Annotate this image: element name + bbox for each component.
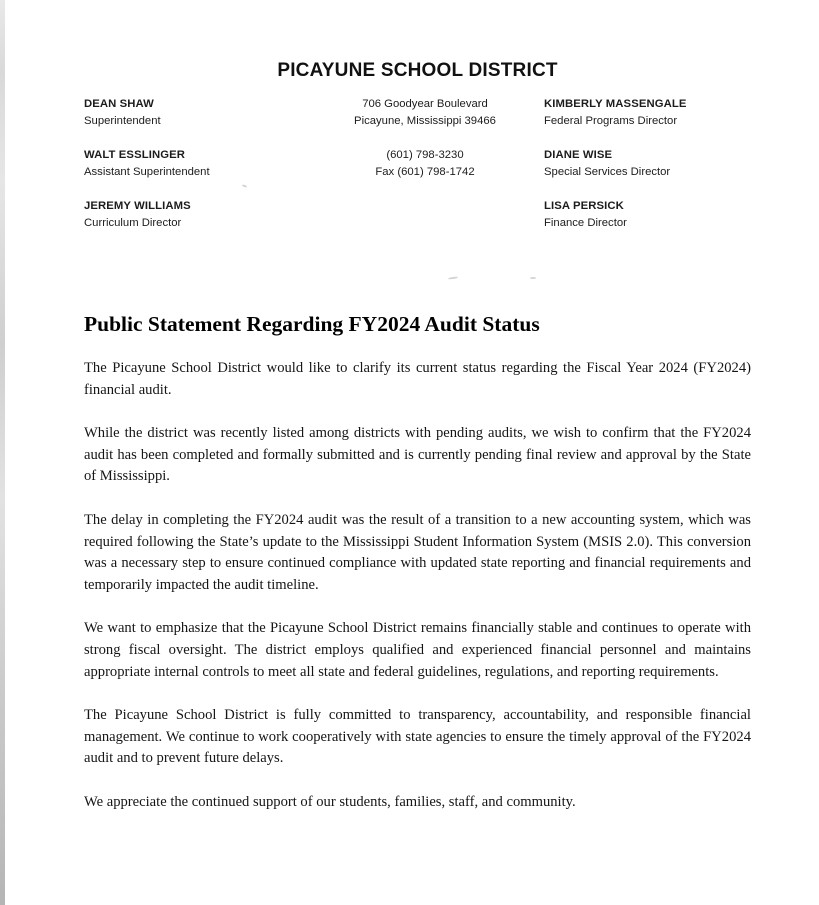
staff-name: DEAN SHAW (84, 98, 154, 110)
paragraph: The Picayune School District would like to clarify its current status regarding the Fiscal Year 2024 (FY2024) financial audit. (84, 360, 751, 398)
address-line-2: Picayune, Mississippi 39466 (354, 115, 496, 127)
staff-entry (84, 96, 314, 130)
staff-title: Assistant Superintendent (84, 166, 210, 178)
paragraph: We appreciate the continued support of our students, families, staff, and community. (84, 793, 576, 810)
letterhead (84, 60, 751, 232)
paragraph: While the district was recently listed among districts with pending audits, we wish to confirm that the FY2024 audit has been completed and formally submitted and is currently pending final review and approval by the State of Mississippi. (84, 425, 751, 485)
staff-title: Federal Programs Director (544, 115, 678, 127)
staff-name: JEREMY WILLIAMS (84, 200, 191, 212)
address-line-1: 706 Goodyear Boulevard (362, 98, 488, 110)
staff-entry (84, 147, 314, 181)
statement-heading: Public Statement Regarding FY2024 Audit Status (84, 312, 540, 336)
phone-block (314, 147, 536, 181)
district-title: PICAYUNE SCHOOL DISTRICT (277, 60, 558, 81)
staff-title: Special Services Director (544, 166, 671, 178)
staff-title: Finance Director (544, 217, 627, 229)
statement-body (84, 312, 751, 814)
paragraph: We want to emphasize that the Picayune School District remains financially stable and continues to operate with strong fiscal oversight. The district employs qualified and experienced financial personnel and maintains appropriate internal controls to meet all state and federal guidelines, regulations, and reporting requirements. (84, 620, 751, 680)
staff-name: DIANE WISE (544, 149, 613, 161)
phone-number: (601) 798-3230 (386, 149, 464, 161)
fax-number: Fax (601) 798-1742 (375, 166, 475, 178)
address-block (314, 96, 536, 130)
staff-entry (536, 147, 751, 181)
staff-entry (84, 198, 314, 232)
staff-entry (536, 198, 751, 232)
paragraph: The Picayune School District is fully committed to transparency, accountability, and responsible financial management. We continue to work cooperatively with state agencies to ensure the timely approval of the FY2024 audit and to prevent future delays. (84, 707, 751, 767)
letterhead-grid (84, 96, 751, 232)
contact-spacer (314, 198, 536, 232)
staff-entry (536, 96, 751, 130)
staff-title: Superintendent (84, 115, 161, 127)
staff-name: WALT ESSLINGER (84, 149, 185, 161)
staff-name: LISA PERSICK (544, 200, 624, 212)
staff-name: KIMBERLY MASSENGALE (544, 98, 687, 110)
paragraph: The delay in completing the FY2024 audit was the result of a transition to a new accounting system, which was required following the State’s update to the Mississippi Student Information System (MSIS 2.0). This conversion was a necessary step to ensure continued compliance with updated state reporting and financial requirements and temporarily impacted the audit timeline. (84, 511, 751, 593)
staff-title: Curriculum Director (84, 217, 182, 229)
